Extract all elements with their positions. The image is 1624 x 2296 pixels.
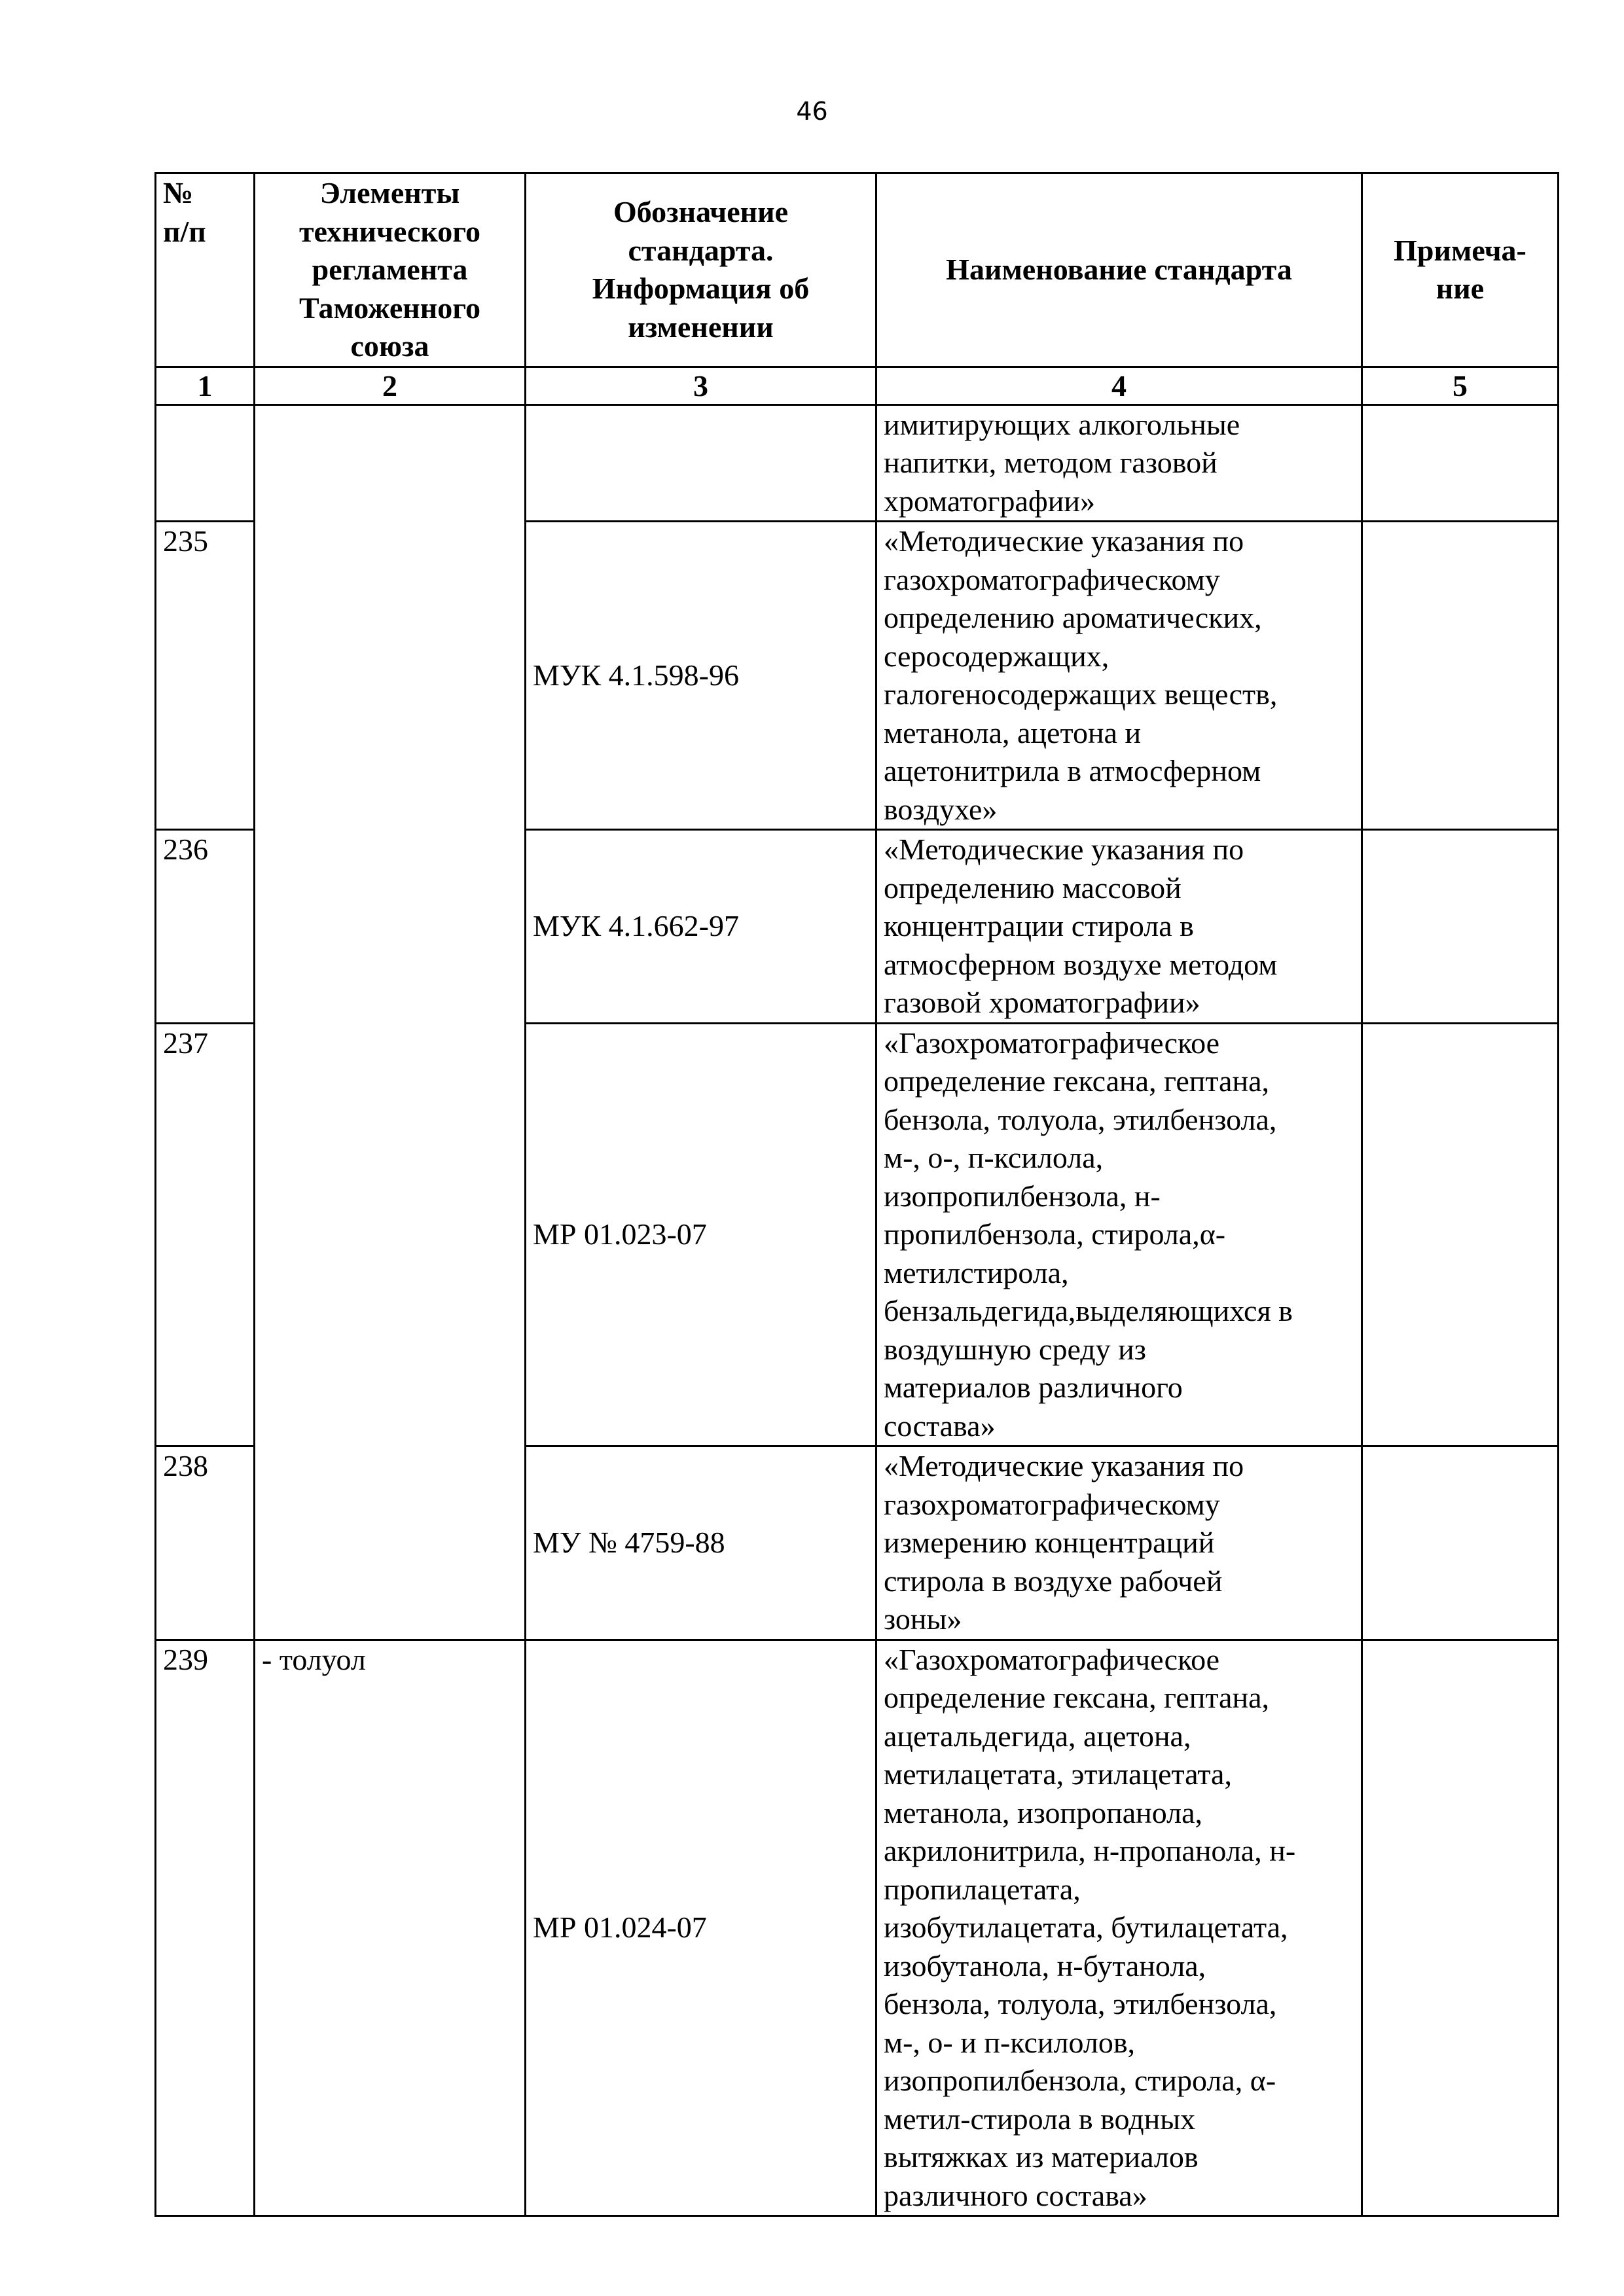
header-name: Наименование стандарта [876,173,1362,367]
row-number: 236 [156,830,255,1024]
row-note [1362,1640,1559,2216]
header-note: Примеча- ние [1362,173,1559,367]
row-number: 238 [156,1446,255,1640]
row-note [1362,830,1559,1024]
column-number: 2 [255,367,526,404]
row-note [1362,1446,1559,1640]
row-name: «Газохроматографическое определение гексана, гептана, бензола, толуола, этилбензола, м-, о-, п-ксилола, изопропилбензола, н- пропилбензола, стирола,α- метилстирола, бензальдегида,выделяющихся в воздушную среду из материалов различного состава» [876,1023,1362,1446]
row-note [1362,404,1559,522]
row-name: «Методические указания по газохроматографическому измерению концентраций стирола в воздухе рабочей зоны» [876,1446,1362,1640]
header-code: Обозначение стандарта. Информация об изменении [526,173,876,367]
header-element: Элементы технического регламента Таможенного союза [255,173,526,367]
row-name: «Методические указания по газохроматографическому определению ароматических, серосодержащих, галогеносодержащих веществ, метанола, ацетона и ацетонитрила в атмосферном воздухе» [876,522,1362,830]
page-number: 46 [796,97,828,126]
table-row [156,1640,1559,2216]
row-code: МУК 4.1.598-96 [526,522,876,830]
row-number: 239 [156,1640,255,2216]
table-row [156,404,1559,522]
row-number: 237 [156,1023,255,1446]
row-note [1362,1023,1559,1446]
standards-table [154,172,1559,2217]
row-element: - толуол [255,1640,526,2216]
row-number: 235 [156,522,255,830]
row-code: МР 01.023-07 [526,1023,876,1446]
row-code: МР 01.024-07 [526,1640,876,2216]
row-note [1362,522,1559,830]
row-code [526,404,876,522]
column-number: 1 [156,367,255,404]
row-name: «Газохроматографическое определение гексана, гептана, ацетальдегида, ацетона, метилацетата, этилацетата, метанола, изопропанола, акрилонитрила, н-пропанола, н- пропилацетата, изобутилацетата, бутилацетата, изобутанола, н-бутанола, бензола, толуола, этилбензола, м-, о- и п-ксилолов, изопропилбензола, стирола, α- метил-стирола в водных вытяжках из материалов различного состава» [876,1640,1362,2216]
row-name: имитирующих алкогольные напитки, методом газовой хроматографии» [876,404,1362,522]
row-name: «Методические указания по определению массовой концентрации стирола в атмосферном воздухе методом газовой хроматографии» [876,830,1362,1024]
row-element [255,404,526,1640]
row-code: МУ № 4759-88 [526,1446,876,1640]
row-number [156,404,255,522]
row-code: МУК 4.1.662-97 [526,830,876,1024]
column-number: 4 [876,367,1362,404]
header-number: № п/п [156,173,255,367]
header-row [156,173,1559,367]
column-number: 5 [1362,367,1559,404]
column-number-row [156,367,1559,404]
column-number: 3 [526,367,876,404]
